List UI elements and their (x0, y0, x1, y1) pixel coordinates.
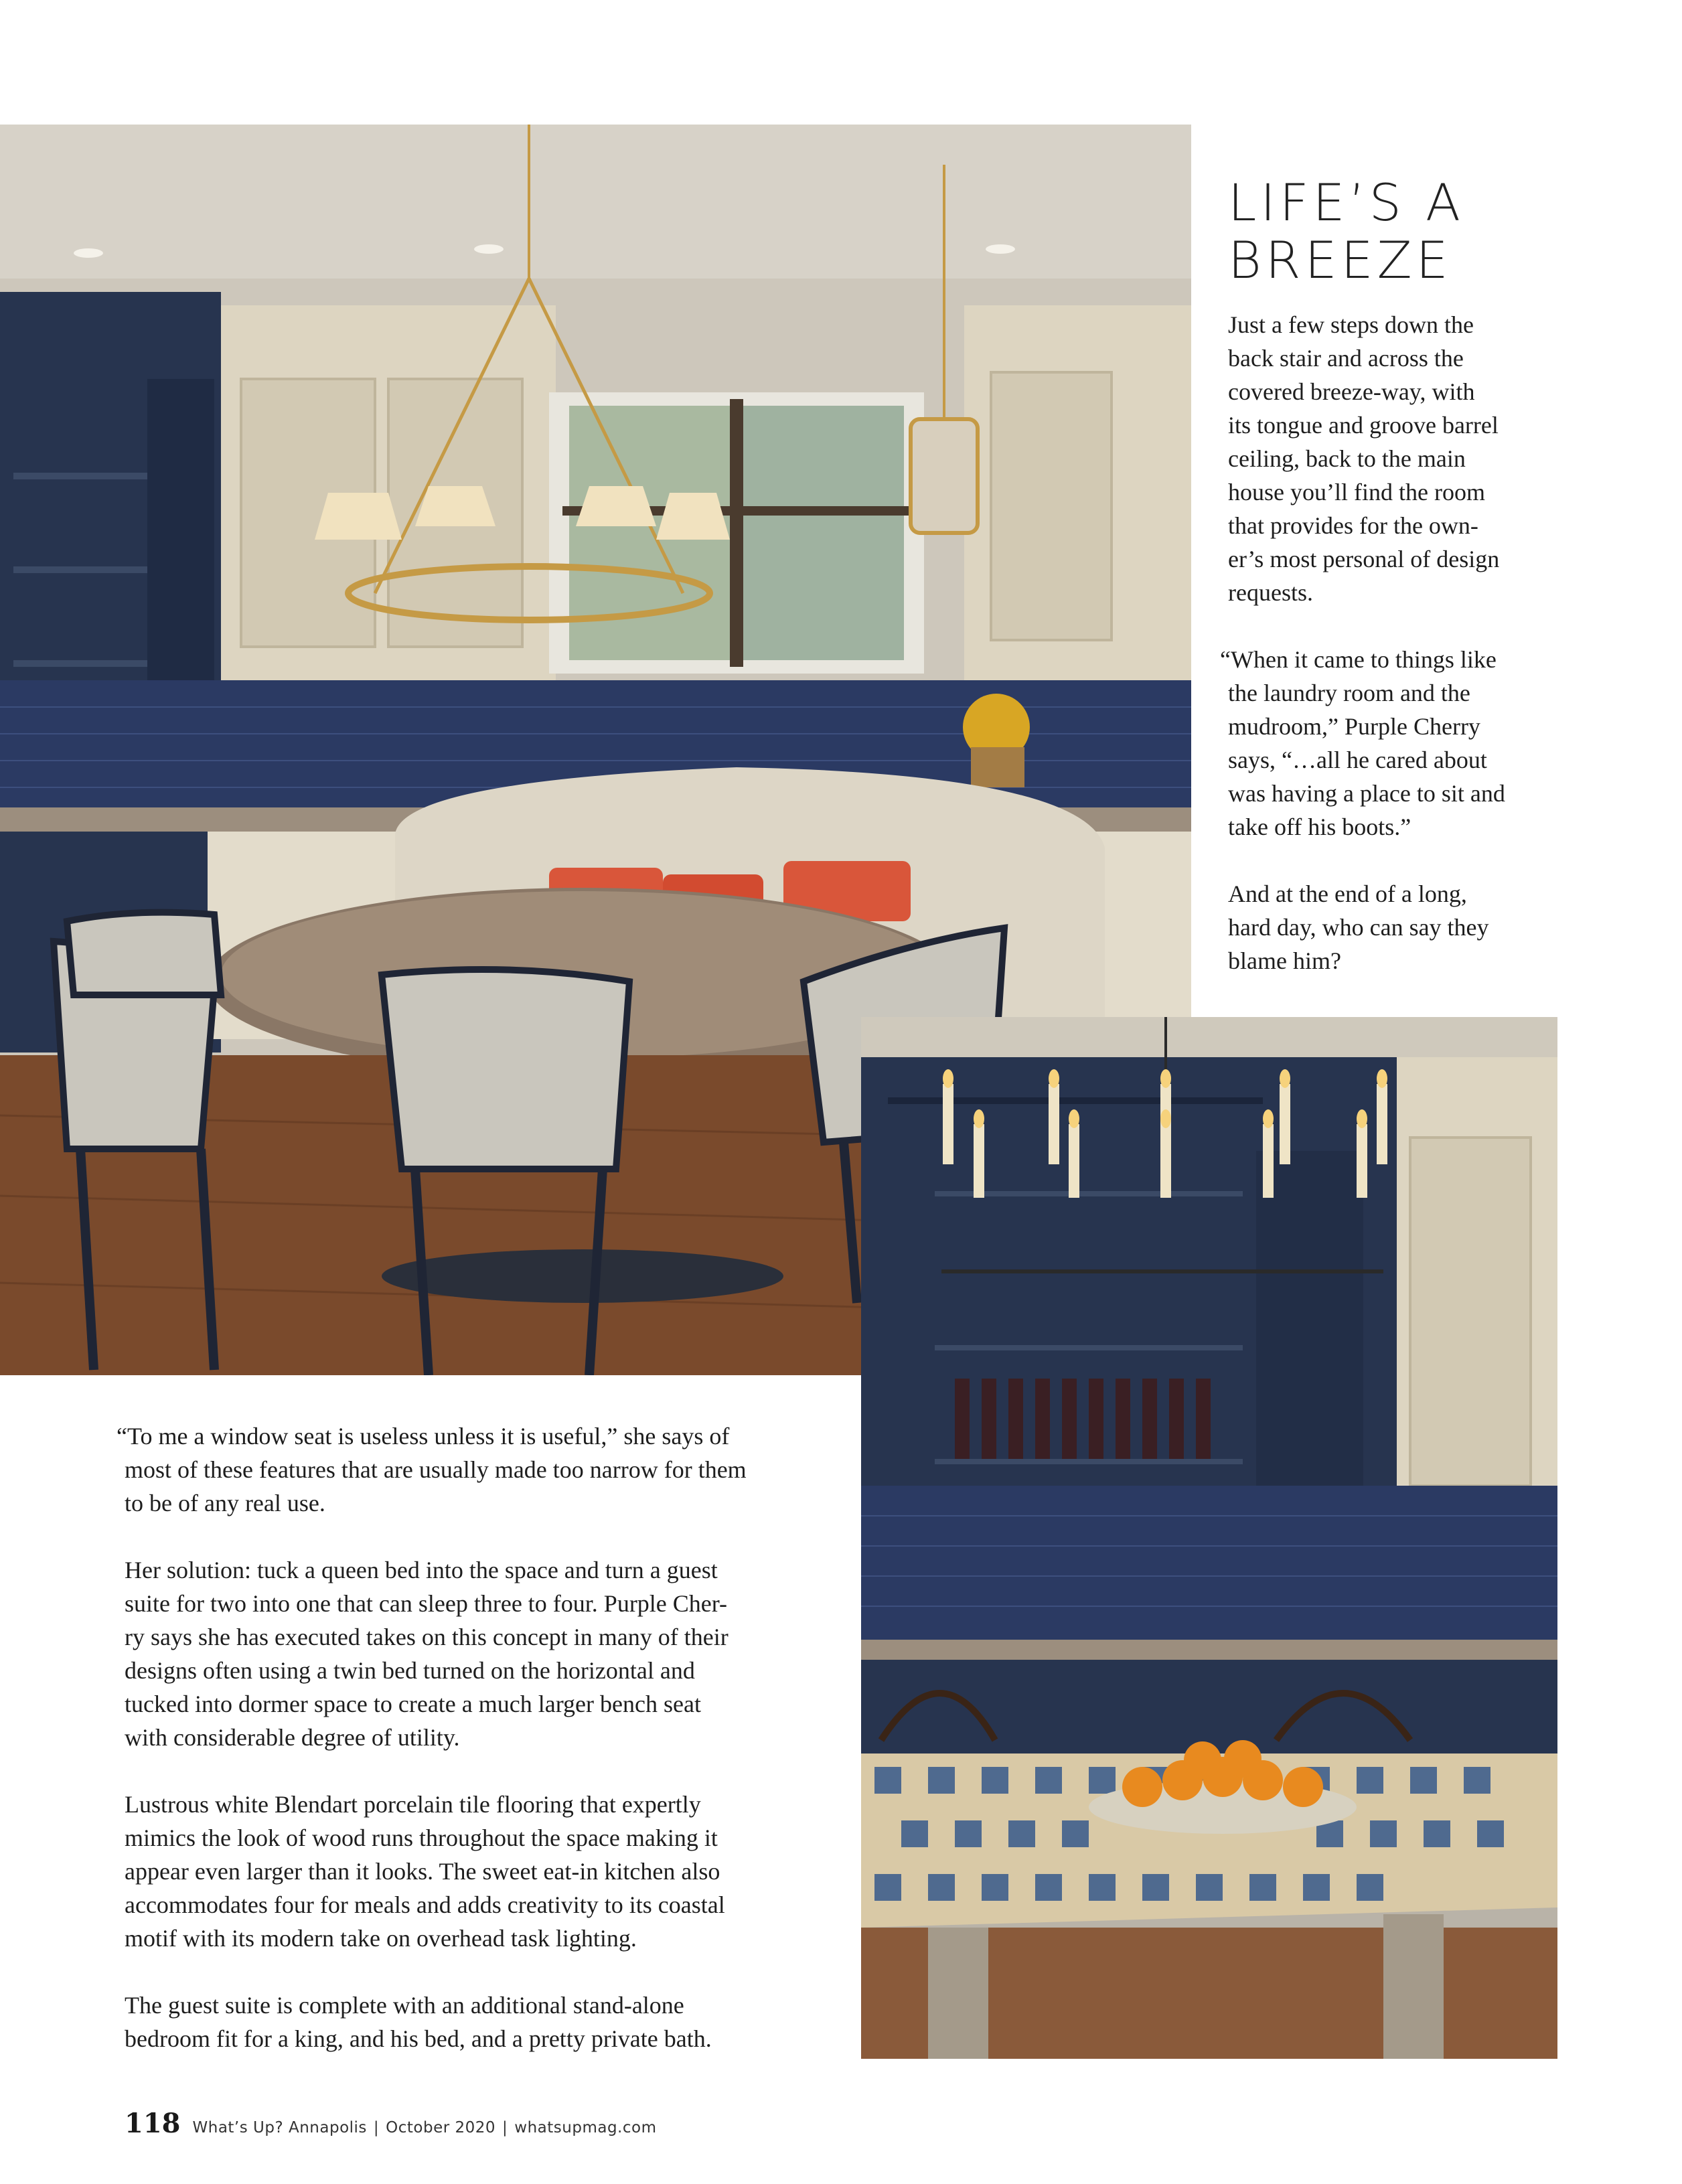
text-line: mimics the look of wood runs throughout the space making it (125, 1824, 718, 1851)
text-line: covered breeze-way, with (1228, 378, 1475, 405)
sidebar-paragraph (1220, 643, 1576, 844)
sidebar-heading-line: BREEZE (1228, 230, 1452, 290)
text-line: to be of any real use. (125, 1490, 325, 1516)
sidebar-article (1220, 173, 1576, 1011)
text-line: blame him? (1228, 947, 1341, 974)
text-line: requests. (1228, 579, 1313, 606)
text-line: was having a place to sit and (1228, 780, 1505, 807)
text-line: most of these features that are usually made too narrow for them (125, 1456, 747, 1483)
text-line: with considerable degree of utility. (125, 1724, 460, 1751)
text-line: “To me a window seat is useless unless it is useful,” she says of (117, 1423, 730, 1450)
body-paragraph (125, 1788, 828, 1955)
footer-credit (193, 2119, 657, 2136)
text-line: “When it came to things like (1220, 646, 1497, 673)
body-paragraph (125, 1553, 828, 1754)
sidebar-heading-line: LIFE’S A (1228, 173, 1465, 232)
text-line: the laundry room and the (1228, 680, 1470, 706)
website: whatsupmag.com (514, 2119, 657, 2136)
sidebar-paragraph (1228, 308, 1576, 609)
text-line: house you’ll find the room (1228, 479, 1485, 505)
text-line: says, “…all he cared about (1228, 747, 1487, 773)
bar-cabinet-photo (861, 1017, 1557, 2059)
body-paragraph (117, 1419, 828, 1520)
text-line: Just a few steps down the (1228, 311, 1474, 338)
text-line: And at the end of a long, (1228, 880, 1467, 907)
text-line: suite for two into one that can sleep three to four. Purple Cher- (125, 1590, 728, 1617)
publication-name: What’s Up? Annapolis (192, 2119, 367, 2136)
text-line: take off his boots.” (1228, 813, 1411, 840)
body-paragraph (125, 1988, 828, 2055)
text-line: appear even larger than it looks. The sweet eat-in kitchen also (125, 1858, 720, 1885)
text-line: Lustrous white Blendart porcelain tile flooring that expertly (125, 1791, 701, 1818)
text-line: designs often using a twin bed turned on the horizontal and (125, 1657, 695, 1684)
text-line: its tongue and groove barrel (1228, 412, 1499, 439)
text-line: back stair and across the (1228, 345, 1464, 372)
text-line: motif with its modern take on overhead task lighting. (125, 1925, 637, 1952)
text-line: tucked into dormer space to create a much larger bench seat (125, 1691, 701, 1717)
text-line: mudroom,” Purple Cherry (1228, 713, 1480, 740)
issue-date: October 2020 (386, 2119, 496, 2136)
text-line: ry says she has executed takes on this concept in many of their (125, 1624, 729, 1650)
separator: | (373, 2119, 380, 2136)
text-line: ceiling, back to the main (1228, 445, 1466, 472)
page-number: 118 (125, 2108, 181, 2139)
sidebar-heading (1228, 174, 1576, 289)
text-line: accommodates four for meals and adds creativity to its coastal (125, 1891, 725, 1918)
text-line: bedroom fit for a king, and his bed, and a pretty private bath. (125, 2025, 712, 2052)
separator: | (502, 2119, 508, 2136)
page-footer (125, 2108, 657, 2139)
article-body (117, 1419, 828, 2089)
text-line: hard day, who can say they (1228, 914, 1489, 941)
text-line: Her solution: tuck a queen bed into the space and turn a guest (125, 1557, 718, 1583)
sidebar-paragraph (1228, 877, 1576, 978)
text-line: that provides for the own- (1228, 512, 1478, 539)
text-line: er’s most personal of design (1228, 546, 1500, 572)
text-line: The guest suite is complete with an additional stand-alone (125, 1992, 684, 2019)
